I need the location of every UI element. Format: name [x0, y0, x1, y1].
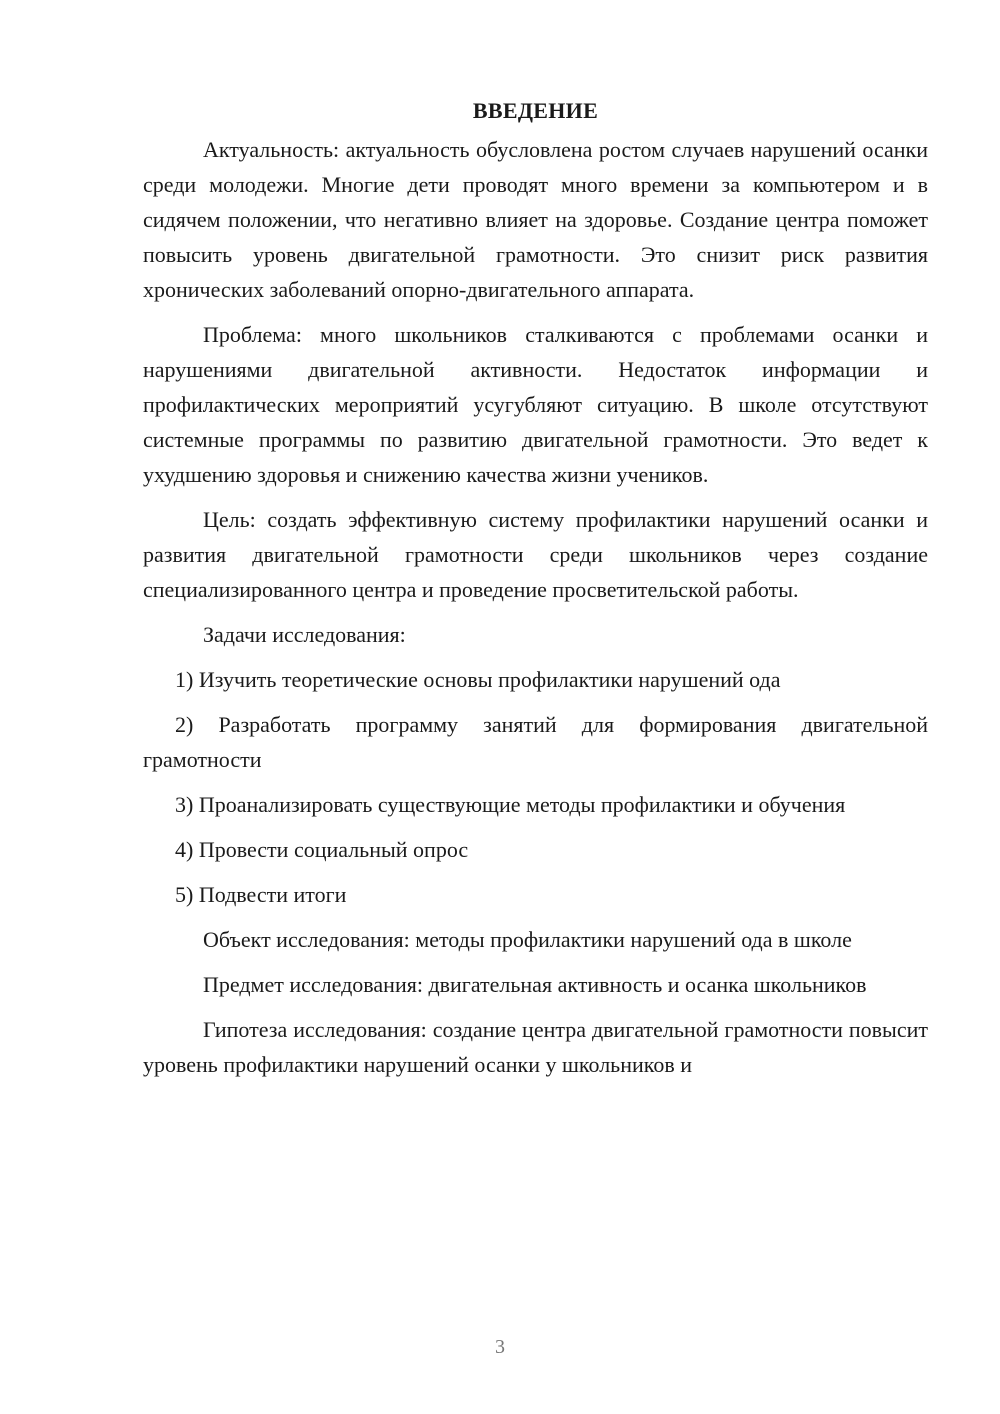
tasks-heading: Задачи исследования: — [203, 622, 406, 647]
research-object-paragraph: Объект исследования: методы профилактики нарушений ода в школе — [203, 927, 852, 952]
task-item: 5) Подвести итоги — [175, 882, 347, 907]
task-item: 2) Разработать программу занятий для формирования двигательной грамотности — [143, 712, 928, 772]
task-item: 3) Проанализировать существующие методы профилактики и обучения — [175, 792, 846, 817]
research-subject-paragraph: Предмет исследования: двигательная активность и осанка школьников — [203, 972, 867, 997]
goal-paragraph: Цель: создать эффективную систему профилактики нарушений осанки и развития двигательной грамотности среди школьников через создание специализированного центра и проведение просветительской работы. — [143, 507, 928, 602]
document-page — [143, 96, 928, 1092]
section-heading: ВВЕДЕНИЕ — [472, 98, 599, 123]
task-item: 4) Провести социальный опрос — [175, 837, 469, 862]
problem-paragraph: Проблема: много школьников сталкиваются с проблемами осанки и нарушениями двигательной активности. Недостаток информации и профилактических мероприятий усугубляют ситуацию. В школе отсутствуют системные программы по развитию двигательной грамотности. Это ведет к ухудшению здоровья и снижению качества жизни учеников. — [143, 322, 928, 487]
relevance-paragraph: Актуальность: актуальность обусловлена ростом случаев нарушений осанки среди молодежи. Многие дети проводят много времени за компьютером и в сидячем положении, что негативно влияет на здоровье. Создание центра поможет повысить уровень двигательной грамотности. Это снизит риск развития хронических заболеваний опорно-двигательного аппарата. — [143, 137, 928, 302]
page-number: 3 — [495, 1336, 505, 1358]
hypothesis-paragraph: Гипотеза исследования: создание центра двигательной грамотности повысит уровень профилактики нарушений осанки у школьников и — [143, 1017, 928, 1077]
task-item: 1) Изучить теоретические основы профилактики нарушений ода — [175, 667, 781, 692]
